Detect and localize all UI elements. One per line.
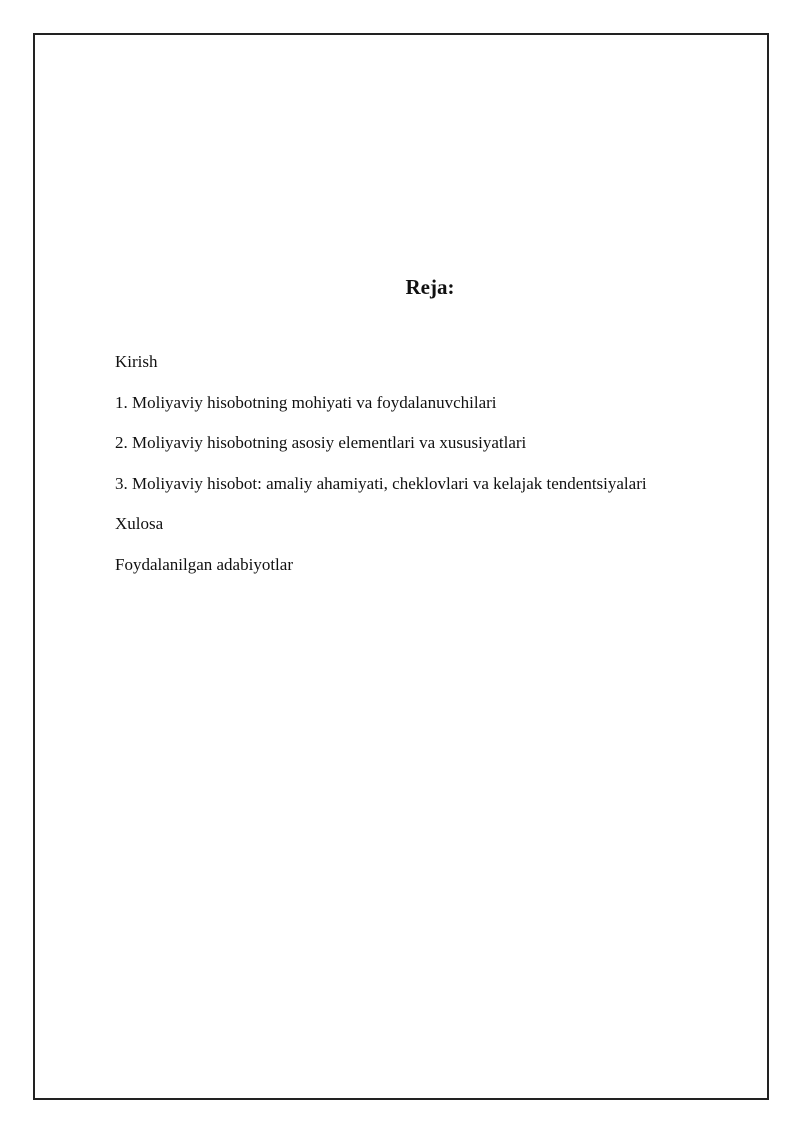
toc-item-conclusion: Xulosa	[115, 514, 164, 534]
toc-item-references: Foydalanilgan adabiyotlar	[115, 554, 293, 574]
toc-item-chapter-2: 2. Moliyaviy hisobotning asosiy elementlari va xususiyatlari	[115, 433, 527, 453]
toc-item-introduction: Kirish	[115, 352, 158, 371]
page-title: Reja:	[405, 275, 455, 299]
table-of-contents	[115, 351, 647, 595]
toc-item-chapter-3: 3. Moliyaviy hisobot: amaliy ahamiyati, cheklovlari va kelajak tendentsiyalari	[115, 473, 647, 493]
toc-item-chapter-1: 1. Moliyaviy hisobotning mohiyati va foydalanuvchilari	[115, 392, 497, 412]
